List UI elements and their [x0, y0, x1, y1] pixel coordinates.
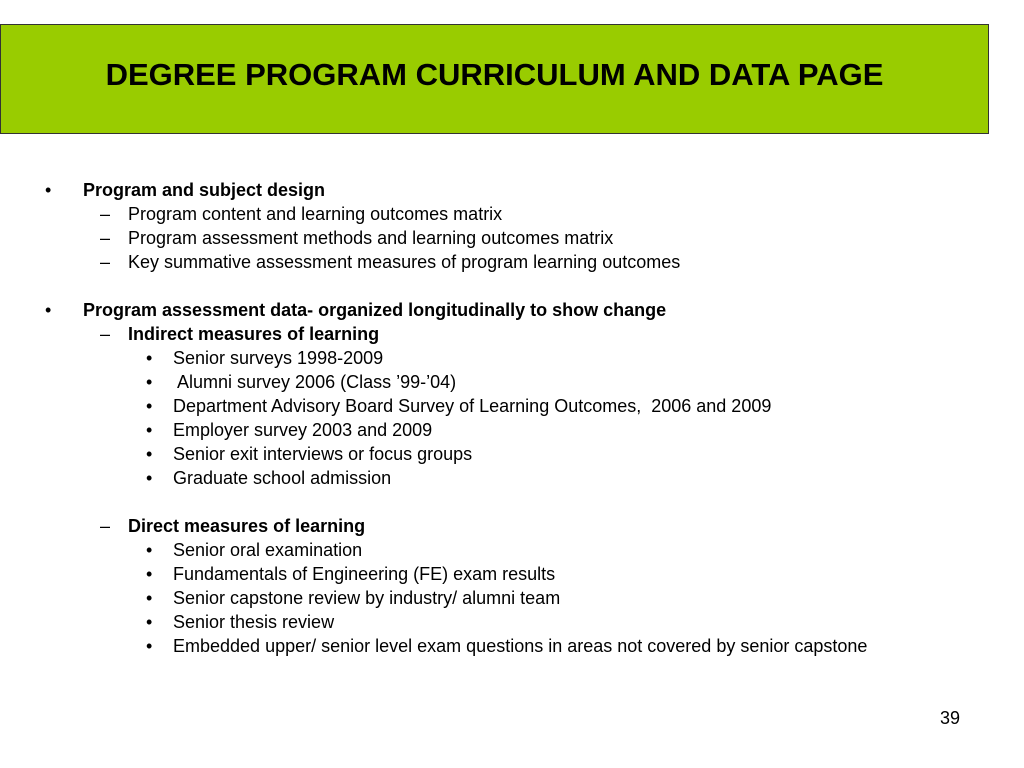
section-heading: Program assessment data- organized longitudinally to show change: [83, 300, 667, 320]
bullet-icon: •: [146, 348, 153, 368]
list-item-text: Employer survey 2003 and 2009: [173, 420, 433, 440]
list-item-text: Embedded upper/ senior level exam questions in areas not covered by senior capstone: [173, 636, 868, 656]
dash-item: [0, 202, 1000, 226]
list-item-text: Senior capstone review by industry/ alumni team: [173, 588, 561, 608]
bullet-item: [0, 298, 1000, 322]
dash-icon: –: [100, 204, 111, 224]
list-item-text: Program content and learning outcomes matrix: [128, 204, 503, 224]
list-item-text: Senior surveys 1998-2009: [173, 348, 384, 368]
bullet-icon: •: [146, 612, 153, 632]
bullet-icon: •: [146, 588, 153, 608]
list-item-text: Department Advisory Board Survey of Learning Outcomes, 2006 and 2009: [173, 396, 772, 416]
slide-title: DEGREE PROGRAM CURRICULUM AND DATA PAGE: [105, 57, 884, 92]
bullet-icon: •: [146, 396, 153, 416]
sub-bullet-item: [0, 538, 1000, 562]
spacer: [0, 274, 1000, 298]
sub-bullet-item: [0, 394, 1000, 418]
list-item-text: Fundamentals of Engineering (FE) exam results: [173, 564, 556, 584]
bullet-icon: •: [45, 300, 52, 320]
bullet-icon: •: [146, 372, 153, 392]
bullet-icon: •: [146, 636, 153, 656]
list-item-text: Alumni survey 2006 (Class ’99-’04): [173, 372, 457, 392]
list-item-text: Senior exit interviews or focus groups: [173, 444, 473, 464]
dash-item: [0, 322, 1000, 346]
spacer: [0, 490, 1000, 514]
slide-content: [0, 178, 1000, 658]
sub-bullet-item: [0, 562, 1000, 586]
list-item-text: Program assessment methods and learning outcomes matrix: [128, 228, 614, 248]
bullet-icon: •: [146, 564, 153, 584]
bullet-icon: •: [146, 420, 153, 440]
dash-icon: –: [100, 252, 111, 272]
bullet-icon: •: [146, 444, 153, 464]
list-item-text: Senior thesis review: [173, 612, 335, 632]
bullet-icon: •: [146, 468, 153, 488]
dash-icon: –: [100, 228, 111, 248]
page-number: 39: [940, 708, 961, 728]
subsection-heading: Direct measures of learning: [128, 516, 366, 536]
list-item-text: Key summative assessment measures of program learning outcomes: [128, 252, 681, 272]
sub-bullet-item: [0, 346, 1000, 370]
sub-bullet-item: [0, 442, 1000, 466]
dash-item: [0, 514, 1000, 538]
sub-bullet-item: [0, 586, 1000, 610]
dash-icon: –: [100, 516, 111, 536]
subsection-heading: Indirect measures of learning: [128, 324, 380, 344]
title-banner: [0, 24, 989, 134]
sub-bullet-item: [0, 466, 1000, 490]
sub-bullet-item: [0, 418, 1000, 442]
bullet-item: [0, 178, 1000, 202]
dash-item: [0, 226, 1000, 250]
sub-bullet-item: [0, 370, 1000, 394]
dash-icon: –: [100, 324, 111, 344]
dash-item: [0, 250, 1000, 274]
section-heading: Program and subject design: [83, 180, 326, 200]
sub-bullet-item: [0, 610, 1000, 634]
list-item-text: Senior oral examination: [173, 540, 363, 560]
bullet-icon: •: [146, 540, 153, 560]
sub-bullet-item: [0, 634, 1000, 658]
bullet-icon: •: [45, 180, 52, 200]
list-item-text: Graduate school admission: [173, 468, 392, 488]
